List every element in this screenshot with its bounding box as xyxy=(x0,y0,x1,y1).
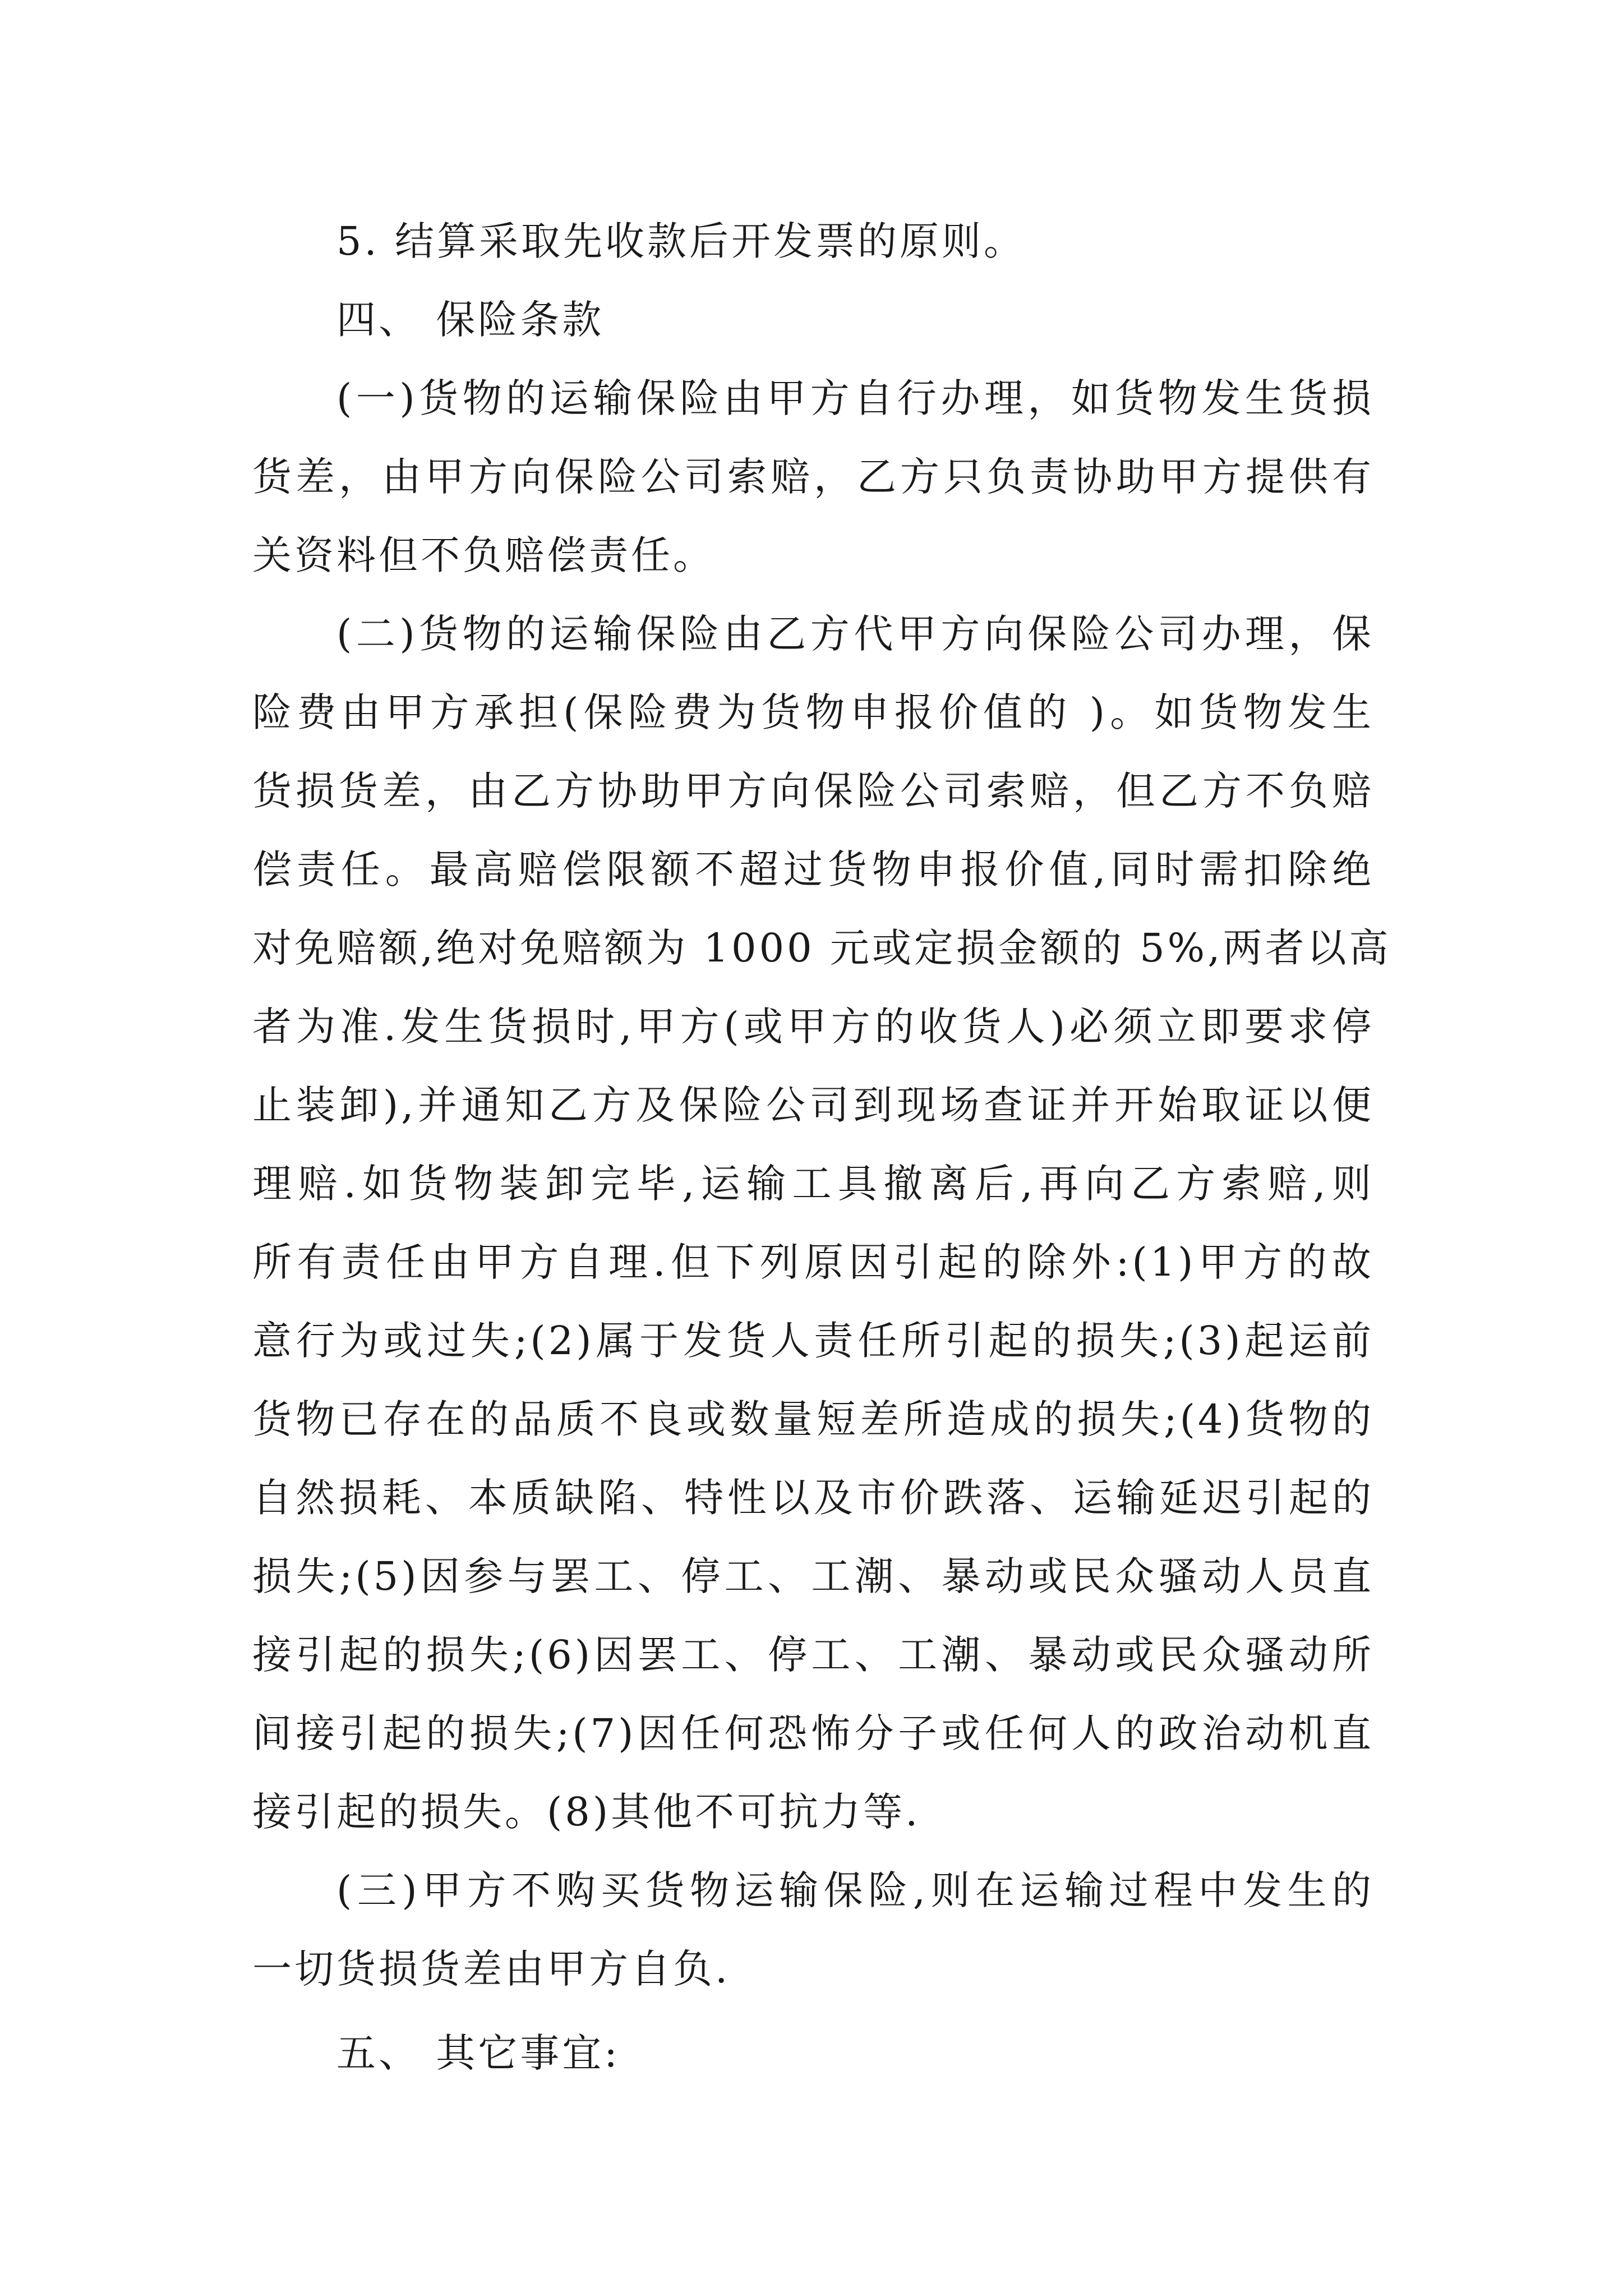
heading-other-matters: 五、 其它事宜: xyxy=(336,2030,620,2076)
clause-3-line-1: (三)甲方不购买货物运输保险,则在运输过程中发生的 xyxy=(336,1867,1374,1913)
document-body xyxy=(252,202,1391,2092)
clause-2-line-5: 对免赔额,绝对免赔额为 1000 元或定损金额的 5%,两者以高 xyxy=(252,925,1391,971)
clause-2-line-6: 者为准.发生货损时,甲方(或甲方的收货人)必须立即要求停 xyxy=(252,1004,1374,1050)
clause-2-line-15: 间接引起的损失;(7)因任何恐怖分子或任何人的政治动机直 xyxy=(252,1710,1374,1756)
clause-3-line-2: 一切货损货差由甲方自负. xyxy=(252,1946,731,1992)
clause-1-line-3: 关资料但不负赔偿责任。 xyxy=(252,532,715,578)
clause-2-line-1: (二)货物的运输保险由乙方代甲方向保险公司办理，保 xyxy=(336,611,1374,657)
clause-2-line-11: 货物已存在的品质不良或数量短差所造成的损失;(4)货物的 xyxy=(252,1396,1374,1442)
clause-2-line-7: 止装卸),并通知乙方及保险公司到现场查证并开始取证以便 xyxy=(252,1082,1374,1128)
clause-1-line-2: 货差，由甲方向保险公司索赔，乙方只负责协助甲方提供有 xyxy=(252,454,1374,500)
clause-2-line-4: 偿责任。最高赔偿限额不超过货物申报价值,同时需扣除绝 xyxy=(252,846,1374,892)
clause-2-line-13: 损失;(5)因参与罢工、停工、工潮、暴动或民众骚动人员直 xyxy=(252,1553,1374,1599)
clause-2-line-9: 所有责任由甲方自理.但下列原因引起的除外:(1)甲方的故 xyxy=(252,1239,1374,1285)
item-5-settlement: 5. 结算采取先收款后开发票的原则。 xyxy=(336,218,1026,264)
clause-2-line-12: 自然损耗、本质缺陷、特性以及市价跌落、运输延迟引起的 xyxy=(252,1475,1374,1521)
clause-2-line-10: 意行为或过失;(2)属于发货人责任所引起的损失;(3)起运前 xyxy=(252,1318,1374,1364)
clause-2-line-14: 接引起的损失;(6)因罢工、停工、工潮、暴动或民众骚动所 xyxy=(252,1632,1374,1678)
clause-2-line-8: 理赔.如货物装卸完毕,运输工具撤离后,再向乙方索赔,则 xyxy=(252,1161,1374,1207)
clause-2-line-16: 接引起的损失。(8)其他不可抗力等. xyxy=(252,1789,921,1835)
clause-2-line-3: 货损货差，由乙方协助甲方向保险公司索赔，但乙方不负赔 xyxy=(252,768,1374,814)
clause-2-line-2: 险费由甲方承担(保险费为货物申报价值的 )。如货物发生 xyxy=(252,689,1374,735)
heading-insurance-clause: 四、 保险条款 xyxy=(336,297,605,343)
clause-1-line-1: (一)货物的运输保险由甲方自行办理，如货物发生货损 xyxy=(336,375,1374,421)
